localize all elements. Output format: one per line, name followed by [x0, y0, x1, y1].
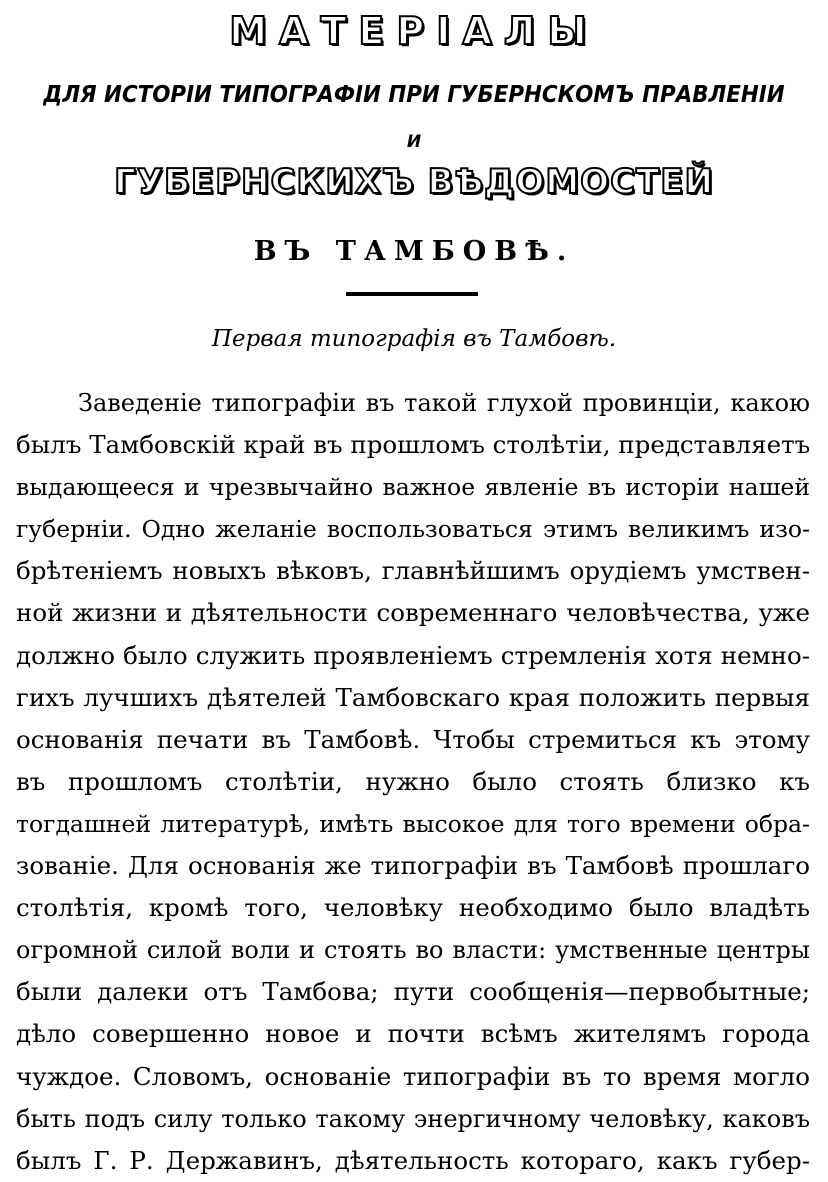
- paragraph-line: быть подъ силу только такому энергичному человѣку, каковъ: [16, 1104, 810, 1133]
- paragraph-line: въ прошломъ столѣтіи, нужно было стоять близко къ: [16, 766, 810, 796]
- paragraph-line: былъ Тамбовскій край въ прошломъ столѣтіи, представляетъ: [16, 430, 810, 460]
- title-conjunction: И: [406, 132, 422, 152]
- paragraph-line: основанія печати въ Тамбовѣ. Чтобы стремиться къ этому: [16, 724, 810, 754]
- document-subtitle: ДЛЯ ИСТОРІИ ТИПОГРАФІИ ПРИ ГУБЕРНСКОМЪ ПРАВЛЕНІИ: [43, 82, 785, 108]
- paragraph-line: ной жизни и дѣятельности современнаго человѣчества, уже: [16, 598, 810, 628]
- document-title-secondary: ГУБЕРНСКИХЪ ВѢДОМОСТЕЙ: [114, 162, 714, 202]
- paragraph-line: дѣло совершенно новое и почти всѣмъ жителямъ города: [16, 1019, 810, 1049]
- paragraph-line: чуждое. Словомъ, основаніе типографіи въ то время могло: [16, 1061, 810, 1091]
- paragraph-line: брѣтеніемъ новыхъ вѣковъ, главнѣйшимъ орудіемъ умствен-: [16, 556, 810, 586]
- paragraph-line: выдающееся и чрезвычайно важное явленіе въ исторіи нашей: [16, 473, 810, 502]
- paragraph-line: огромной силой воли и стоять во власти: умственные центры: [16, 936, 810, 965]
- paragraph-line: столѣтія, кромѣ того, человѣку необходимо было владѣть: [16, 893, 810, 923]
- section-heading: Первая типографія въ Тамбовѣ.: [211, 326, 617, 352]
- paragraph-line: былъ Г. Р. Державинъ, дѣятельность котораго, какъ губер-: [16, 1145, 810, 1175]
- document-city-line: ВЪ ТАМБОВѢ.: [253, 236, 575, 267]
- body-paragraph: [16, 382, 810, 1182]
- paragraph-line: должно было служить проявленіемъ стремленія хотя немно-: [16, 640, 810, 670]
- paragraph-line: гихъ лучшихъ дѣятелей Тамбовскаго края положить первыя: [16, 682, 810, 712]
- paragraph-line: Заведеніе типографіи въ такой глухой провинціи, какою: [78, 389, 810, 417]
- paragraph-line: тогдашней литературѣ, имѣть высокое для того времени обра-: [16, 809, 810, 838]
- document-title: МАТЕРІАЛЫ: [229, 9, 599, 53]
- paragraph-line: зованіе. Для основанія же типографіи въ Тамбовѣ прошлаго: [16, 851, 810, 881]
- paragraph-line: были далеки отъ Тамбова; пути сообщенія—первобытные;: [16, 977, 810, 1007]
- title-divider: [346, 292, 478, 296]
- paragraph-line: губерніи. Одно желаніе воспользоваться этимъ великимъ изо-: [16, 515, 810, 544]
